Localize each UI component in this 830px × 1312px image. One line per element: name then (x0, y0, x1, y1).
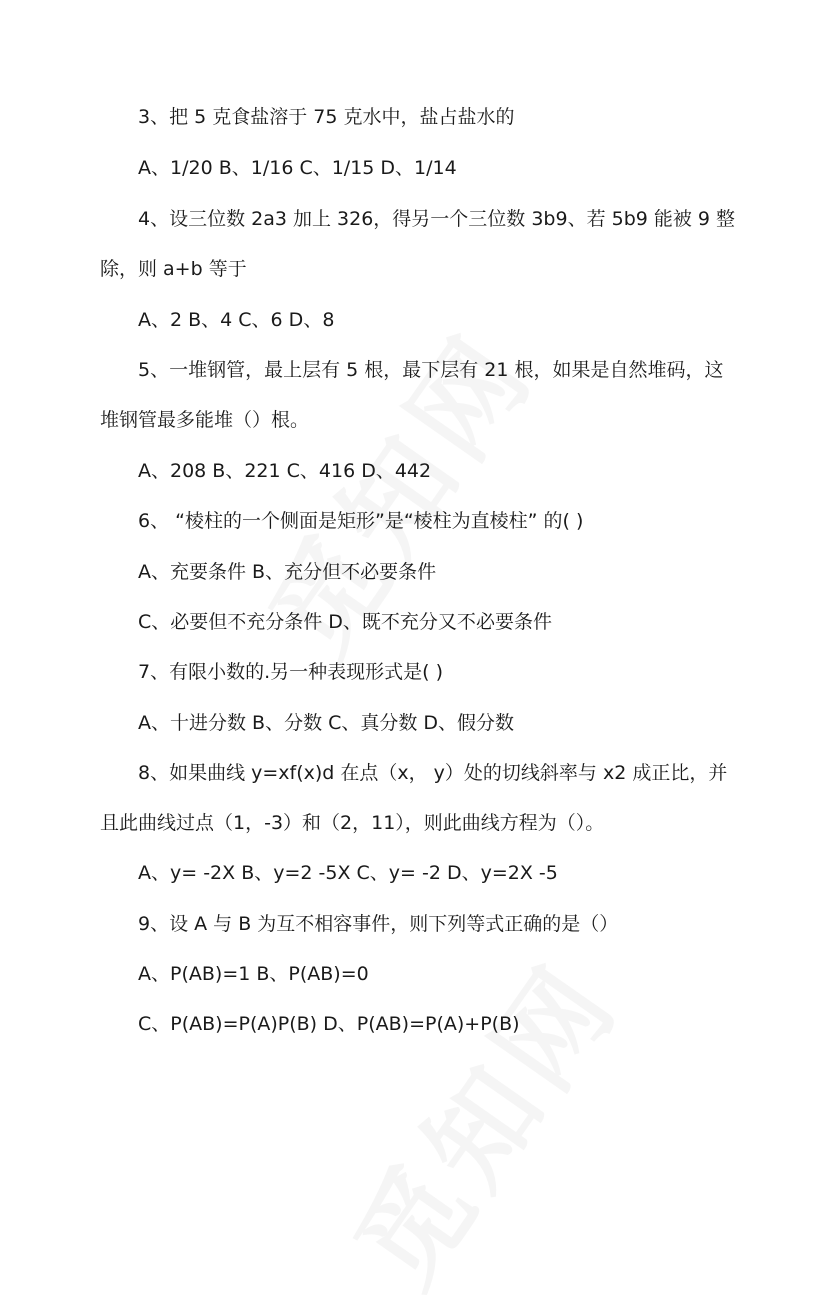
question-5-text-cont: 堆钢管最多能堆（）根。 (100, 409, 310, 431)
question-4-options: A、2 B、4 C、6 D、8 (138, 309, 335, 331)
question-3-options: A、1/20 B、1/16 C、1/15 D、1/14 (138, 157, 457, 179)
question-3-text: 3、把 5 克食盐溶于 75 克水中，盐占盐水的 (138, 106, 515, 128)
question-8-options: A、y= -2X B、y=2 -5X C、y= -2 D、y=2X -5 (138, 862, 558, 884)
question-6-options-2: C、必要但不充分条件 D、既不充分又不必要条件 (138, 611, 552, 633)
question-8-text-cont: 且此曲线过点（1，-3）和（2，11），则此曲线方程为（）。 (100, 812, 605, 834)
question-5-text: 5、一堆钢管，最上层有 5 根，最下层有 21 根，如果是自然堆码，这 (138, 359, 724, 381)
question-9-options-1: A、P(AB)=1 B、P(AB)=0 (138, 963, 369, 985)
question-8-text: 8、如果曲线 y=xf(x)d 在点（x， y）处的切线斜率与 x2 成正比，并 (138, 762, 728, 784)
question-7-text: 7、有限小数的.另一种表现形式是( ) (138, 661, 443, 683)
question-9-options-2: C、P(AB)=P(A)P(B) D、P(AB)=P(A)+P(B) (138, 1013, 520, 1035)
question-6-text: 6、 “棱柱的一个侧面是矩形”是“棱柱为直棱柱” 的( ) (138, 510, 584, 532)
question-4-text: 4、设三位数 2a3 加上 326，得另一个三位数 3b9、若 5b9 能被 9 整 (138, 208, 736, 230)
question-5-options: A、208 B、221 C、416 D、442 (138, 460, 432, 482)
question-6-options-1: A、充要条件 B、充分但不必要条件 (138, 561, 437, 583)
question-7-options: A、十进分数 B、分数 C、真分数 D、假分数 (138, 712, 515, 734)
question-4-text-cont: 除，则 a+b 等于 (100, 258, 247, 280)
question-9-text: 9、设 A 与 B 为互不相容事件，则下列等式正确的是（） (138, 913, 619, 935)
